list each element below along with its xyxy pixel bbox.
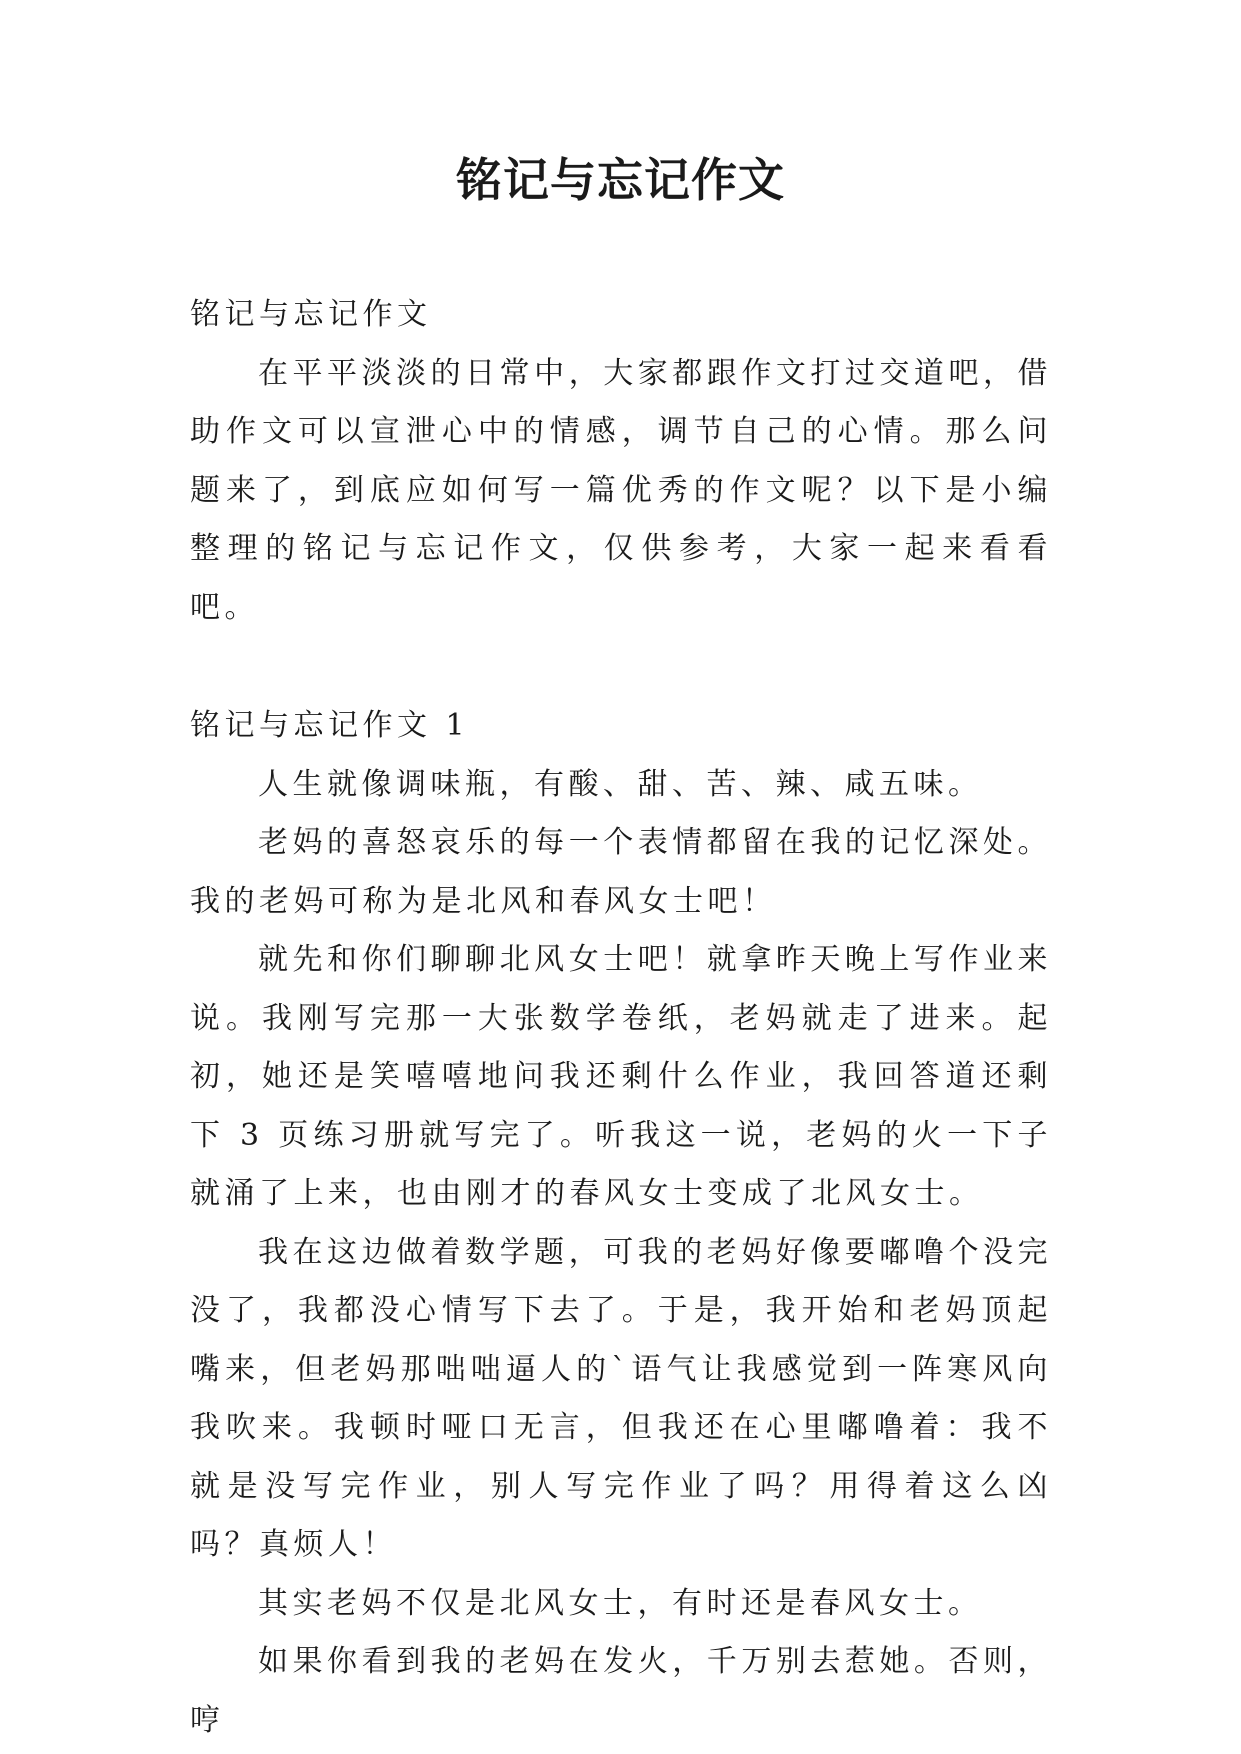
essay-paragraph-3: 就先和你们聊聊北风女士吧！就拿昨天晚上写作业来说。我刚写完那一大张数学卷纸，老妈就走了进来。起初，她还是笑嘻嘻地问我还剩什么作业，我回答道还剩下 3 页练习册就写完了。听我这一说，老妈的火一下子就涌了上来，也由刚才的春风女士变成了北风女士。 bbox=[190, 942, 1052, 1211]
essay-paragraph-1: 人生就像调味瓶，有酸、甜、苦、辣、咸五味。 bbox=[258, 766, 983, 802]
intro-heading: 铭记与忘记作文 bbox=[190, 297, 432, 332]
intro-paragraph: 在平平淡淡的日常中，大家都跟作文打过交道吧，借助作文可以宣泄心中的情感，调节自己的心情。那么问题来了，到底应如何写一篇优秀的作文呢？以下是小编整理的铭记与忘记作文，仅供参考，大家一起来看看吧。 bbox=[190, 355, 1052, 625]
essay-paragraph-6: 如果你看到我的老妈在发火，千万别去惹她。否则，哼 bbox=[190, 1644, 1052, 1738]
essay-paragraph-5: 其实老妈不仅是北风女士，有时还是春风女士。 bbox=[258, 1585, 983, 1621]
essay-paragraph-4: 我在这边做着数学题，可我的老妈好像要嘟噜个没完没了，我都没心情写下去了。于是，我开始和老妈顶起嘴来，但老妈那咄咄逼人的`语气让我感觉到一阵寒风向我吹来。我顿时哑口无言，但我还在心里嘟噜着：我不就是没写完作业，别人写完作业了吗？用得着这么凶吗？真烦人！ bbox=[190, 1234, 1052, 1562]
essay-paragraph-2: 老妈的喜怒哀乐的每一个表情都留在我的记忆深处。我的老妈可称为是北风和春风女士吧！ bbox=[190, 825, 1052, 919]
section-spacer bbox=[190, 637, 1052, 697]
essay-heading: 铭记与忘记作文 1 bbox=[190, 708, 470, 743]
document-title: 铭记与忘记作文 bbox=[456, 153, 785, 207]
document-body bbox=[190, 286, 1052, 1750]
